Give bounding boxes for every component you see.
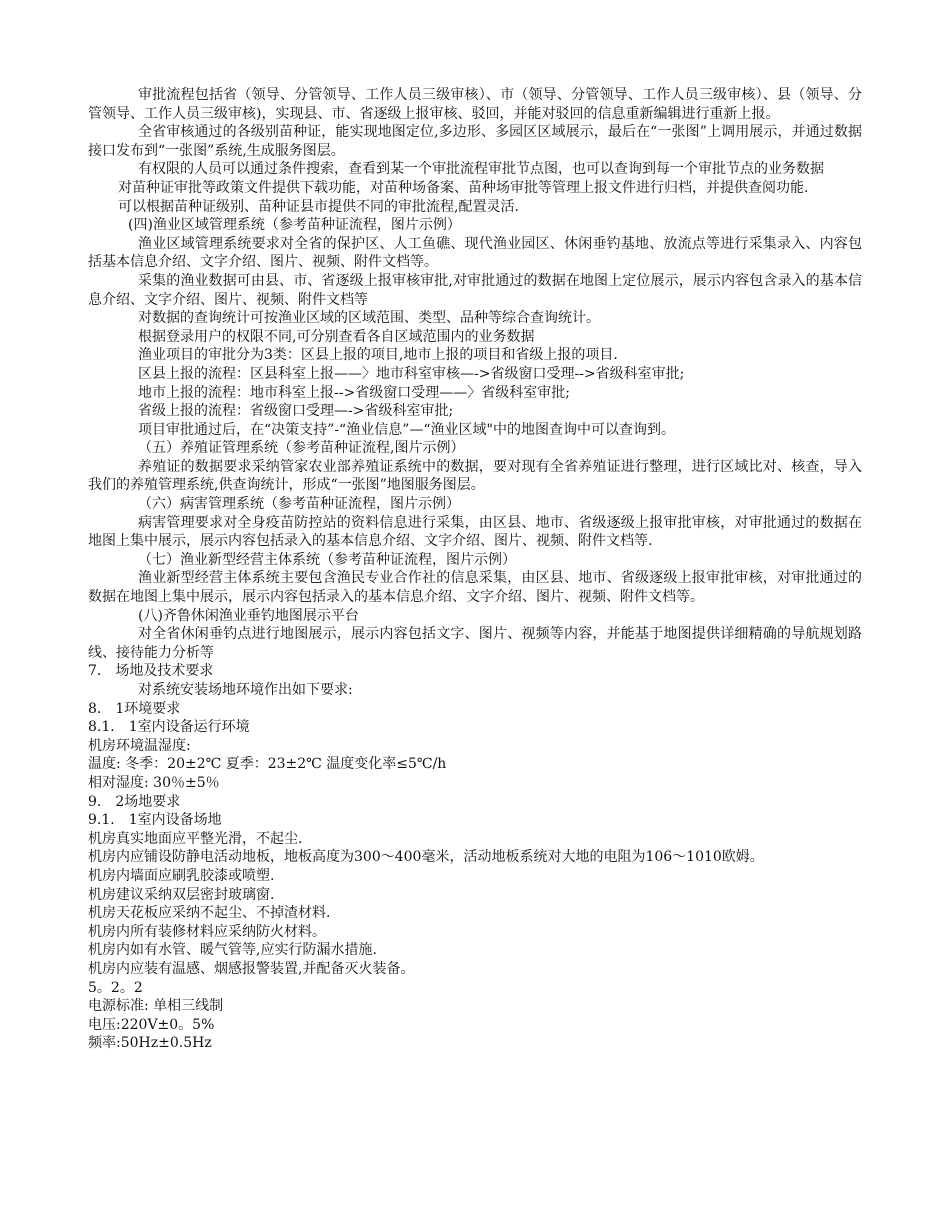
paragraph: 对苗种证审批等政策文件提供下载功能，对苗种场备案、苗种场审批等管理上报文件进行归档，并提供查阅功能. bbox=[118, 179, 809, 196]
paragraph: 机房真实地面应平整光滑，不起尘. bbox=[88, 830, 303, 847]
paragraph: 根据登录用户的权限不同,可分别查看各自区域范围内的业务数据 bbox=[138, 328, 535, 345]
paragraph: （七）渔业新型经营主体系统（参考苗种证流程，图片示例） bbox=[138, 551, 516, 568]
paragraph: 对全省休闲垂钓点进行地图展示，展示内容包括文字、图片、视频等内容，并能基于地图提供详细精确的导航规划路线、接待能力分析等 bbox=[88, 626, 862, 661]
paragraph: （六）病害管理系统（参考苗种证流程，图片示例） bbox=[138, 496, 460, 513]
paragraph: 7． 场地及技术要求 bbox=[88, 663, 214, 680]
paragraph: 机房内墙面应刷乳胶漆或喷塑. bbox=[88, 867, 275, 884]
paragraph: 项目审批通过后，在“决策支持”-“渔业信息”—“渔业区域"中的地图查询中可以查询到。 bbox=[138, 421, 675, 438]
paragraph: 机房天花板应采纳不起尘、不掉渣材料. bbox=[88, 905, 331, 922]
paragraph: 审批流程包括省（领导、分管领导、工作人员三级审核）、市（领导、分管领导、工作人员三级审核）、县（领导、分管领导、工作人员三级审核)，实现县、市、省逐级上报审核、驳回，并能对驳回的信息重新编辑进行重新上报。 bbox=[88, 87, 862, 122]
paragraph: 8.1． 1室内设备运行环境 bbox=[88, 719, 250, 736]
paragraph: 对数据的查询统计可按渔业区域的区域范围、类型、品种等综合查询统计。 bbox=[138, 310, 600, 327]
paragraph: 机房内应铺设防静电活动地板，地板高度为300～400毫米，活动地板系统对大地的电阻为106～1010欧姆。 bbox=[88, 849, 764, 866]
paragraph: 病害管理要求对全身疫苗防控站的资料信息进行采集，由区县、地市、省级逐级上报审批审核，对审批通过的数据在地图上集中展示，展示内容包括录入的基本信息介绍、文字介绍、图片、视频、附件文档等. bbox=[88, 514, 862, 550]
paragraph: 相对湿度: 30％±5％ bbox=[88, 774, 220, 791]
paragraph: 渔业区域管理系统要求对全省的保护区、人工鱼礁、现代渔业园区、休闲垂钓基地、放流点等进行采集录入、内容包括基本信息介绍、文字介绍、图片、视频、附件文档等。 bbox=[88, 235, 862, 271]
paragraph: 机房建议采纳双层密封玻璃窗. bbox=[88, 886, 275, 903]
paragraph: 频率:50Hz±0.5Hz bbox=[88, 1035, 212, 1052]
paragraph: 5。2。2 bbox=[88, 979, 143, 996]
paragraph: 9.1． 1室内设备场地 bbox=[88, 812, 222, 829]
paragraph: 对系统安装场地环境作出如下要求: bbox=[138, 682, 353, 698]
paragraph: 可以根据苗种证级别、苗种证县市提供不同的审批流程,配置灵活. bbox=[118, 198, 519, 215]
paragraph: (四)渔业区域管理系统（参考苗种证流程，图片示例） bbox=[128, 217, 461, 234]
paragraph: 机房内所有装修材料应采纳防火材料。 bbox=[88, 923, 326, 940]
paragraph: 8． 1环境要求 bbox=[88, 700, 181, 717]
paragraph: 电源标准: 单相三线制 bbox=[88, 998, 224, 1015]
paragraph: 省级上报的流程：省级窗口受理—->省级科室审批; bbox=[138, 403, 454, 420]
paragraph: 采集的渔业数据可由县、市、省逐级上报审核审批,对审批通过的数据在地图上定位展示，展示内容包含录入的基本信息介绍、文字介绍、图片、视频、附件文档等 bbox=[88, 272, 862, 308]
paragraph: 有权限的人员可以通过条件搜索，查看到某一个审批流程审批节点图，也可以查询到每一个审批节点的业务数据 bbox=[138, 161, 824, 178]
paragraph: (八)齐鲁休闲渔业垂钓地图展示平台 bbox=[138, 607, 359, 624]
paragraph: 地市上报的流程：地市科室上报-->省级窗口受理——〉省级科室审批; bbox=[138, 384, 570, 401]
paragraph: 全省审核通过的各级别苗种证，能实现地图定位,多边形、多园区区域展示，最后在“一张图”上调用展示，并通过数据接口发布到“一张图”系统,生成服务图层。 bbox=[88, 124, 862, 159]
paragraph: 9． 2场地要求 bbox=[88, 793, 181, 810]
paragraph: 机房环境温湿度: bbox=[88, 737, 191, 754]
paragraph: 渔业项目的审批分为3类：区县上报的项目,地市上报的项目和省级上报的项目. bbox=[138, 347, 618, 364]
paragraph: 区县上报的流程：区县科室上报——〉地市科室审核—->省级窗口受理-->省级科室审批; bbox=[138, 365, 685, 382]
paragraph: 养殖证的数据要求采纳管家农业部养殖证系统中的数据，要对现有全省养殖证进行整理，进行区域比对、核查，导入我们的养殖管理系统,供查询统计，形成“一张图”地图服务图层。 bbox=[88, 458, 862, 494]
paragraph: 电压:220V±0。5% bbox=[88, 1016, 215, 1033]
paragraph: 机房内应装有温感、烟感报警装置,并配备灭火装备。 bbox=[88, 960, 415, 977]
paragraph: 机房内如有水管、暖气管等,应实行防漏水措施. bbox=[88, 942, 377, 959]
paragraph: 温度: 冬季：20±2℃ 夏季：23±2℃ 温度变化率≤5℃/h bbox=[88, 756, 447, 773]
paragraph: 渔业新型经营主体系统主要包含渔民专业合作社的信息采集，由区县、地市、省级逐级上报审批审核，对审批通过的数据在地图上集中展示，展示内容包括录入的基本信息介绍、文字介绍、图片、视频、附件文档等。 bbox=[88, 570, 862, 606]
paragraph: （五）养殖证管理系统（参考苗种证流程,图片示例） bbox=[138, 440, 465, 457]
